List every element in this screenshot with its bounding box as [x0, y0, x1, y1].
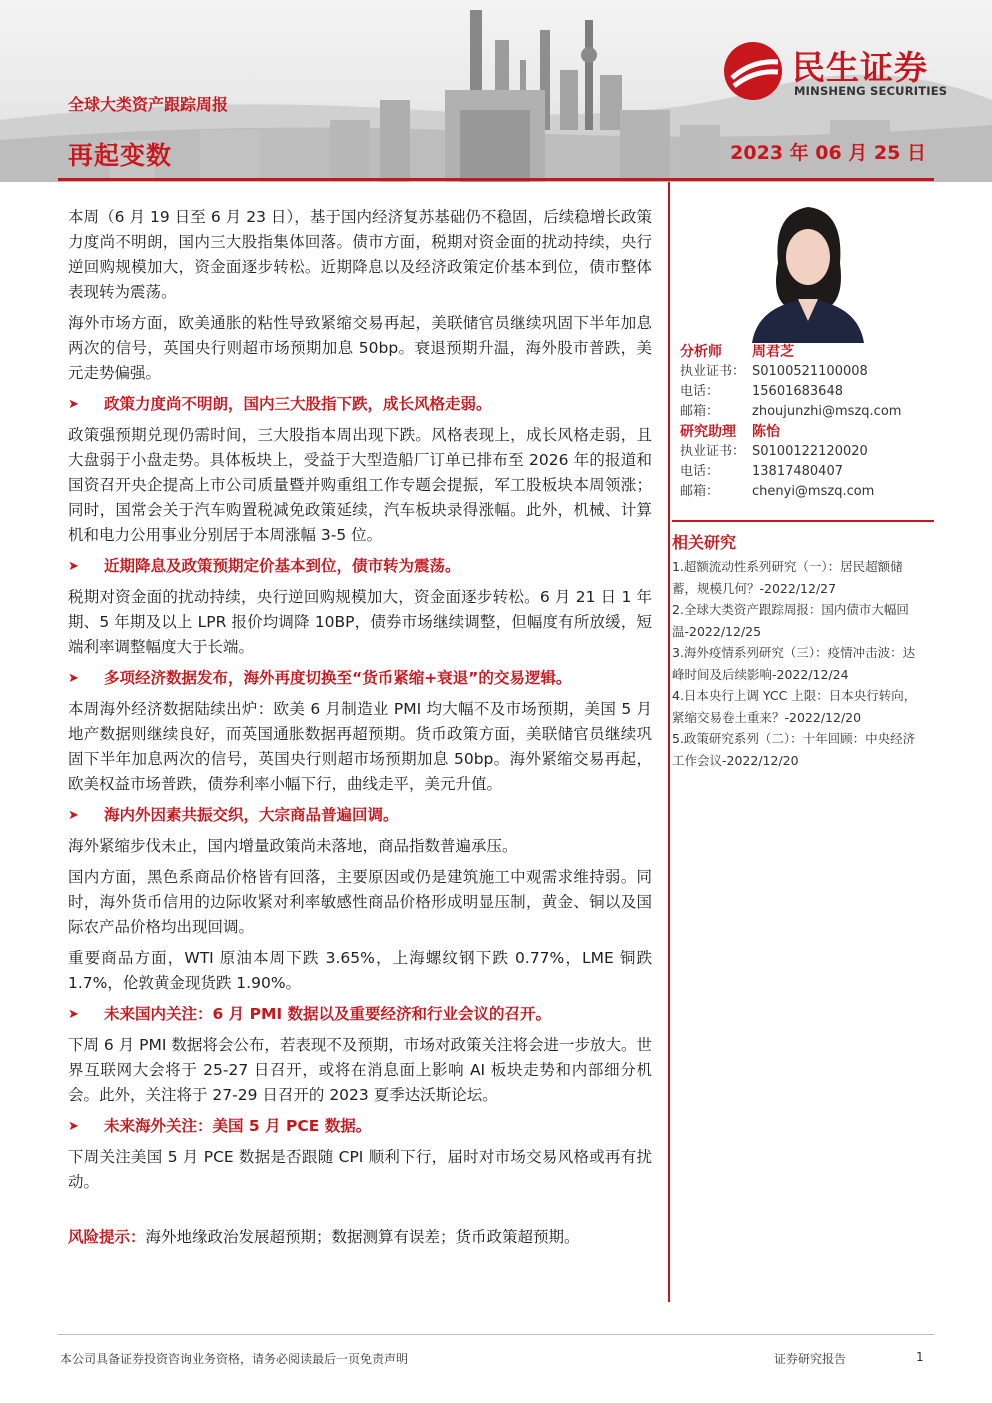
section-heading-text: 近期降息及政策预期定价基本到位，债市转为震荡。 — [104, 557, 461, 575]
section-heading — [68, 392, 652, 417]
domestic-outlook-paragraph: 下周 6 月 PMI 数据将会公布，若表现不及预期，市场对政策关注将会进一步放大。世界互联网大会将于 25-27 日召开，或将在消息面上影响 AI 板块走势和内部细分机会。此外，关注将于 27-29 日召开的 2023 夏季达沃斯论坛。 — [68, 1036, 652, 1104]
section-heading-text: 政策力度尚不明朗，国内三大股指下跌，成长风格走弱。 — [104, 395, 492, 413]
bullet-arrow-icon: ➤ — [68, 808, 79, 823]
related-item[interactable]: 5.政策研究系列（二）：十年回顾：中央经济工作会议-2022/12/20 — [672, 731, 916, 768]
analyst-1-cert: S0100521100008 — [752, 364, 868, 379]
cert-label: 执业证书： — [680, 444, 746, 459]
analyst-1-name: 周君芝 — [752, 344, 794, 360]
analyst-2-email[interactable]: chenyi@mszq.com — [752, 484, 875, 499]
phone-label: 电话： — [680, 384, 720, 399]
series-title: 全球大类资产跟踪周报 — [68, 95, 229, 114]
related-item[interactable]: 3.海外疫情系列研究（三）：疫情冲击波：达峰时间及后续影响-2022/12/24 — [672, 645, 916, 682]
footer-report-type: 证券研究报告 — [774, 1352, 847, 1366]
phone-label: 电话： — [680, 464, 720, 479]
related-research-title: 相关研究 — [672, 533, 737, 552]
logo-text-en: MINSHENG SECURITIES — [794, 84, 948, 98]
bullet-arrow-icon: ➤ — [68, 397, 79, 412]
analyst-1-row — [680, 342, 934, 362]
risk-label: 风险提示： — [68, 1228, 146, 1246]
equity-paragraph: 政策强预期兑现仍需时间，三大股指本周出现下跌。风格表现上，成长风格走弱，且大盘弱于小盘走势。具体板块上，受益于大型造船厂订单已排布至 2026 年的报道和国资召开央企提高上市公司质量暨并购重组工作专题会提振，军工股板块本周领涨；同时，国常会关于汽车购置税减免政策延续，汽车板块录得涨幅。此外，机械、计算机和电力公用事业分别居于本周涨幅 3-5 位。 — [68, 426, 652, 544]
footer-disclaimer: 本公司具备证券投资咨询业务资格，请务必阅读最后一页免责声明 — [60, 1352, 409, 1366]
analyst-2-email-row — [680, 482, 934, 502]
section-heading-text: 多项经济数据发布，海外再度切换至“货币紧缩+衰退”的交易逻辑。 — [104, 669, 572, 687]
report-date: 2023 年 06 月 25 日 — [730, 142, 926, 164]
page-number: 1 — [916, 1350, 924, 1364]
overseas-data-paragraph: 本周海外经济数据陆续出炉：欧美 6 月制造业 PMI 均大幅不及市场预期，美国 5 月地产数据则继续良好，而英国通胀数据再超预期。货币政策方面，美联储官员继续巩固下半年加息两次的信号，英国央行则超市场预期加息 50bp。海外紧缩交易再起，欧美权益市场普跌，债券利率小幅下行，曲线走平，美元升值。 — [68, 700, 652, 793]
section-heading — [68, 803, 652, 828]
email-label: 邮箱： — [680, 404, 720, 419]
bullet-arrow-icon: ➤ — [68, 1007, 79, 1022]
analyst-portrait-image — [748, 193, 868, 343]
section-heading — [68, 1114, 652, 1139]
bullet-arrow-icon: ➤ — [68, 671, 79, 686]
email-label: 邮箱： — [680, 484, 720, 499]
section-heading-text: 未来海外关注：美国 5 月 PCE 数据。 — [104, 1117, 372, 1135]
main-content — [68, 205, 652, 1250]
related-item[interactable]: 2.全球大类资产跟踪周报：国内债市大幅回温-2022/12/25 — [672, 602, 909, 639]
header-banner — [0, 0, 992, 182]
overseas-paragraph: 海外市场方面，欧美通胀的粘性导致紧缩交易再起，美联储官员继续巩固下半年加息两次的信号，英国央行则超市场预期加息 50bp。衰退预期升温，海外股市普跌，美元走势偏强。 — [68, 314, 652, 382]
analyst-2-name: 陈怡 — [752, 424, 780, 440]
bullet-arrow-icon: ➤ — [68, 559, 79, 574]
column-divider — [668, 182, 670, 1302]
footer-rule — [58, 1334, 934, 1335]
section-heading — [68, 554, 652, 579]
sidebar-rule — [672, 520, 934, 522]
analyst-1-phone: 15601683648 — [752, 384, 843, 399]
risk-warning — [68, 1225, 652, 1250]
analyst-1-role: 分析师 — [680, 344, 722, 360]
report-title: 再起变数 — [68, 141, 173, 170]
risk-text: 海外地缘政治发展超预期；数据测算有误差；货币政策超预期。 — [145, 1228, 580, 1246]
commodity-domestic-paragraph: 国内方面，黑色系商品价格皆有回落，主要原因或仍是建筑施工中观需求维持弱。同时，海外货币信用的边际收紧对利率敏感性商品价格形成明显压制，黄金、铜以及国际农产品价格均出现回调。 — [68, 868, 652, 936]
analyst-1-email[interactable]: zhoujunzhi@mszq.com — [752, 404, 902, 419]
analyst-info — [680, 342, 934, 502]
related-research-list — [672, 556, 922, 771]
commodity-paragraph: 海外紧缩步伐未止，国内增量政策尚未落地，商品指数普遍承压。 — [68, 837, 518, 855]
logo-text-cn: 民生证券 — [792, 48, 928, 87]
analyst-1-cert-row — [680, 362, 934, 382]
overseas-outlook-paragraph: 下周关注美国 5 月 PCE 数据是否跟随 CPI 顺利下行，届时对市场交易风格或再有扰动。 — [68, 1148, 652, 1191]
analyst-2-phone: 13817480407 — [752, 464, 843, 479]
analyst-2-row — [680, 422, 934, 442]
section-heading — [68, 1002, 652, 1027]
analyst-2-phone-row — [680, 462, 934, 482]
related-item[interactable]: 1.超额流动性系列研究（一）：居民超额储蓄，规模几何？-2022/12/27 — [672, 559, 903, 596]
section-heading-text: 海内外因素共振交织，大宗商品普遍回调。 — [104, 806, 399, 824]
header-rule — [58, 178, 934, 181]
minsheng-logo — [722, 40, 972, 100]
logo-mark-icon — [722, 40, 786, 102]
commodity-prices-paragraph: 重要商品方面，WTI 原油本周下跌 3.65%，上海螺纹钢下跌 0.77%，LME 铜跌 1.7%，伦敦黄金现货跌 1.90%。 — [68, 949, 652, 992]
analyst-photo — [748, 193, 868, 343]
analyst-1-email-row — [680, 402, 934, 422]
section-heading — [68, 666, 652, 691]
analyst-1-phone-row — [680, 382, 934, 402]
analyst-2-cert-row — [680, 442, 934, 462]
summary-paragraph: 本周（6 月 19 日至 6 月 23 日），基于国内经济复苏基础仍不稳固，后续稳增长政策力度尚不明朗，国内三大股指集体回落。债市方面，税期对资金面的扰动持续，央行逆回购规模加大，资金面逐步转松。近期降息以及经济政策定价基本到位，债市整体表现转为震荡。 — [68, 208, 652, 301]
analyst-2-role: 研究助理 — [680, 424, 736, 440]
bullet-arrow-icon: ➤ — [68, 1119, 79, 1134]
section-heading-text: 未来国内关注：6 月 PMI 数据以及重要经济和行业会议的召开。 — [104, 1005, 552, 1023]
analyst-2-cert: S0100122120020 — [752, 444, 868, 459]
bond-paragraph: 税期对资金面的扰动持续，央行逆回购规模加大，资金面逐步转松。6 月 21 日 1 年期、5 年期及以上 LPR 报价均调降 10BP，债券市场继续调整，但幅度有所放缓，短端利率调整幅度大于长端。 — [68, 588, 652, 656]
cert-label: 执业证书： — [680, 364, 746, 379]
related-item[interactable]: 4.日本央行上调 YCC 上限：日本央行转向，紧缩交易卷土重来？-2022/12/20 — [672, 688, 917, 725]
